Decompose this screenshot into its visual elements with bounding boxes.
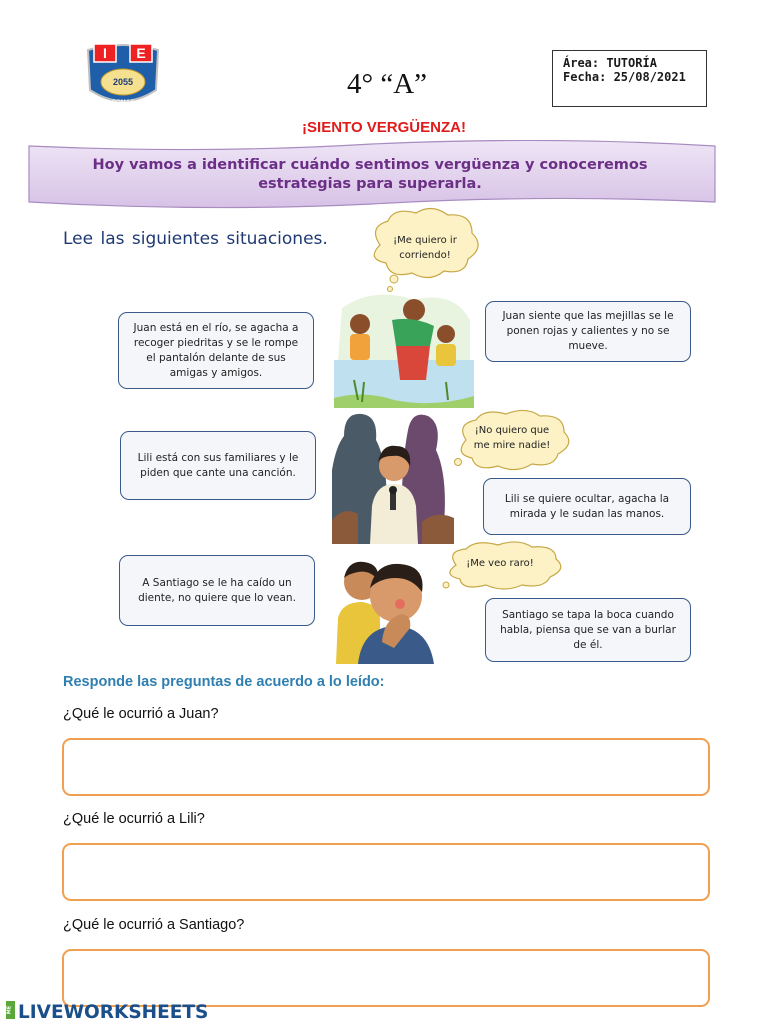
reaction-line: habla, piensa que se van a burlar [500,623,676,636]
situation-line: diente, no quiere que lo vean. [138,591,296,604]
reaction-box-santiago [485,598,691,662]
liveworksheets-logo [6,997,226,1023]
grade-label: 4° “A” [347,68,428,100]
thought-text-lili [462,423,562,453]
situation-box-juan [118,312,314,389]
answer-field-lili[interactable] [62,843,710,901]
date-label: Fecha: 25/08/2021 [563,70,686,84]
instruction-text: Lee las siguientes situaciones. [63,229,328,249]
situation-line: piden que cante una canción. [140,466,296,479]
school-logo [80,40,166,112]
info-box [552,50,707,107]
objective-text [60,156,680,194]
thought-line: ¡No quiero que [474,425,550,436]
reaction-line: Lili se quiere ocultar, agacha la [504,492,670,505]
question-santiago: ¿Qué le ocurrió a Santiago? [63,917,245,933]
question-juan: ¿Qué le ocurrió a Juan? [63,706,219,722]
thought-line: ¡Me quiero ir [393,235,457,246]
situation-line: Juan está en el río, se agacha a [133,321,299,334]
situation-line: amigas y amigos. [169,366,263,379]
reaction-line: mueve. [568,340,608,352]
reaction-line: ponen rojas y calientes y no se [506,325,670,337]
reaction-box-juan [485,301,691,362]
thought-text-santiago [450,556,550,571]
logo-district: COMAS [111,100,135,106]
page-title: ¡SIENTO VERGÜENZA! [302,119,466,136]
brand-text: LIVEWORKSHEETS [18,1002,209,1023]
questions-heading: Responde las preguntas de acuerdo a lo leído: [63,674,385,690]
thought-line: ¡Me veo raro! [466,558,534,569]
thought-text-juan [375,233,475,263]
situation-line: A Santiago se le ha caído un [142,576,292,589]
situation-line: el pantalón delante de sus [146,351,286,364]
boy-covering-mouth-illustration [334,558,438,664]
brand-side-text: ME [6,1005,13,1015]
singing-girl-illustration [332,410,454,544]
reaction-box-lili [483,478,691,535]
reaction-line: Juan siente que las mejillas se le [502,310,674,322]
thought-line: me mire nadie! [473,440,551,451]
reaction-line: de él. [573,638,603,651]
area-label: Área: TUTORÍA [563,56,657,70]
situation-line: recoger piedritas y se le rompe [133,336,299,349]
situation-box-lili [120,431,316,500]
logo-letter-e: E [136,45,146,61]
objective-line: Hoy vamos a identificar cuándo sentimos vergüenza y conoceremos [92,157,648,173]
reaction-line: mirada y le sudan las manos. [509,507,665,520]
river-kids-illustration [334,290,474,408]
logo-letter-i: I [103,45,107,61]
objective-line: estrategias para superarla. [258,176,482,192]
answer-field-juan[interactable] [62,738,710,796]
reaction-line: Santiago se tapa la boca cuando [502,608,674,621]
thought-line: corriendo! [399,250,451,261]
logo-number: 2055 [112,77,134,87]
situation-line: Lili está con sus familiares y le [137,451,299,464]
situation-box-santiago [119,555,315,626]
question-lili: ¿Qué le ocurrió a Lili? [63,811,205,827]
